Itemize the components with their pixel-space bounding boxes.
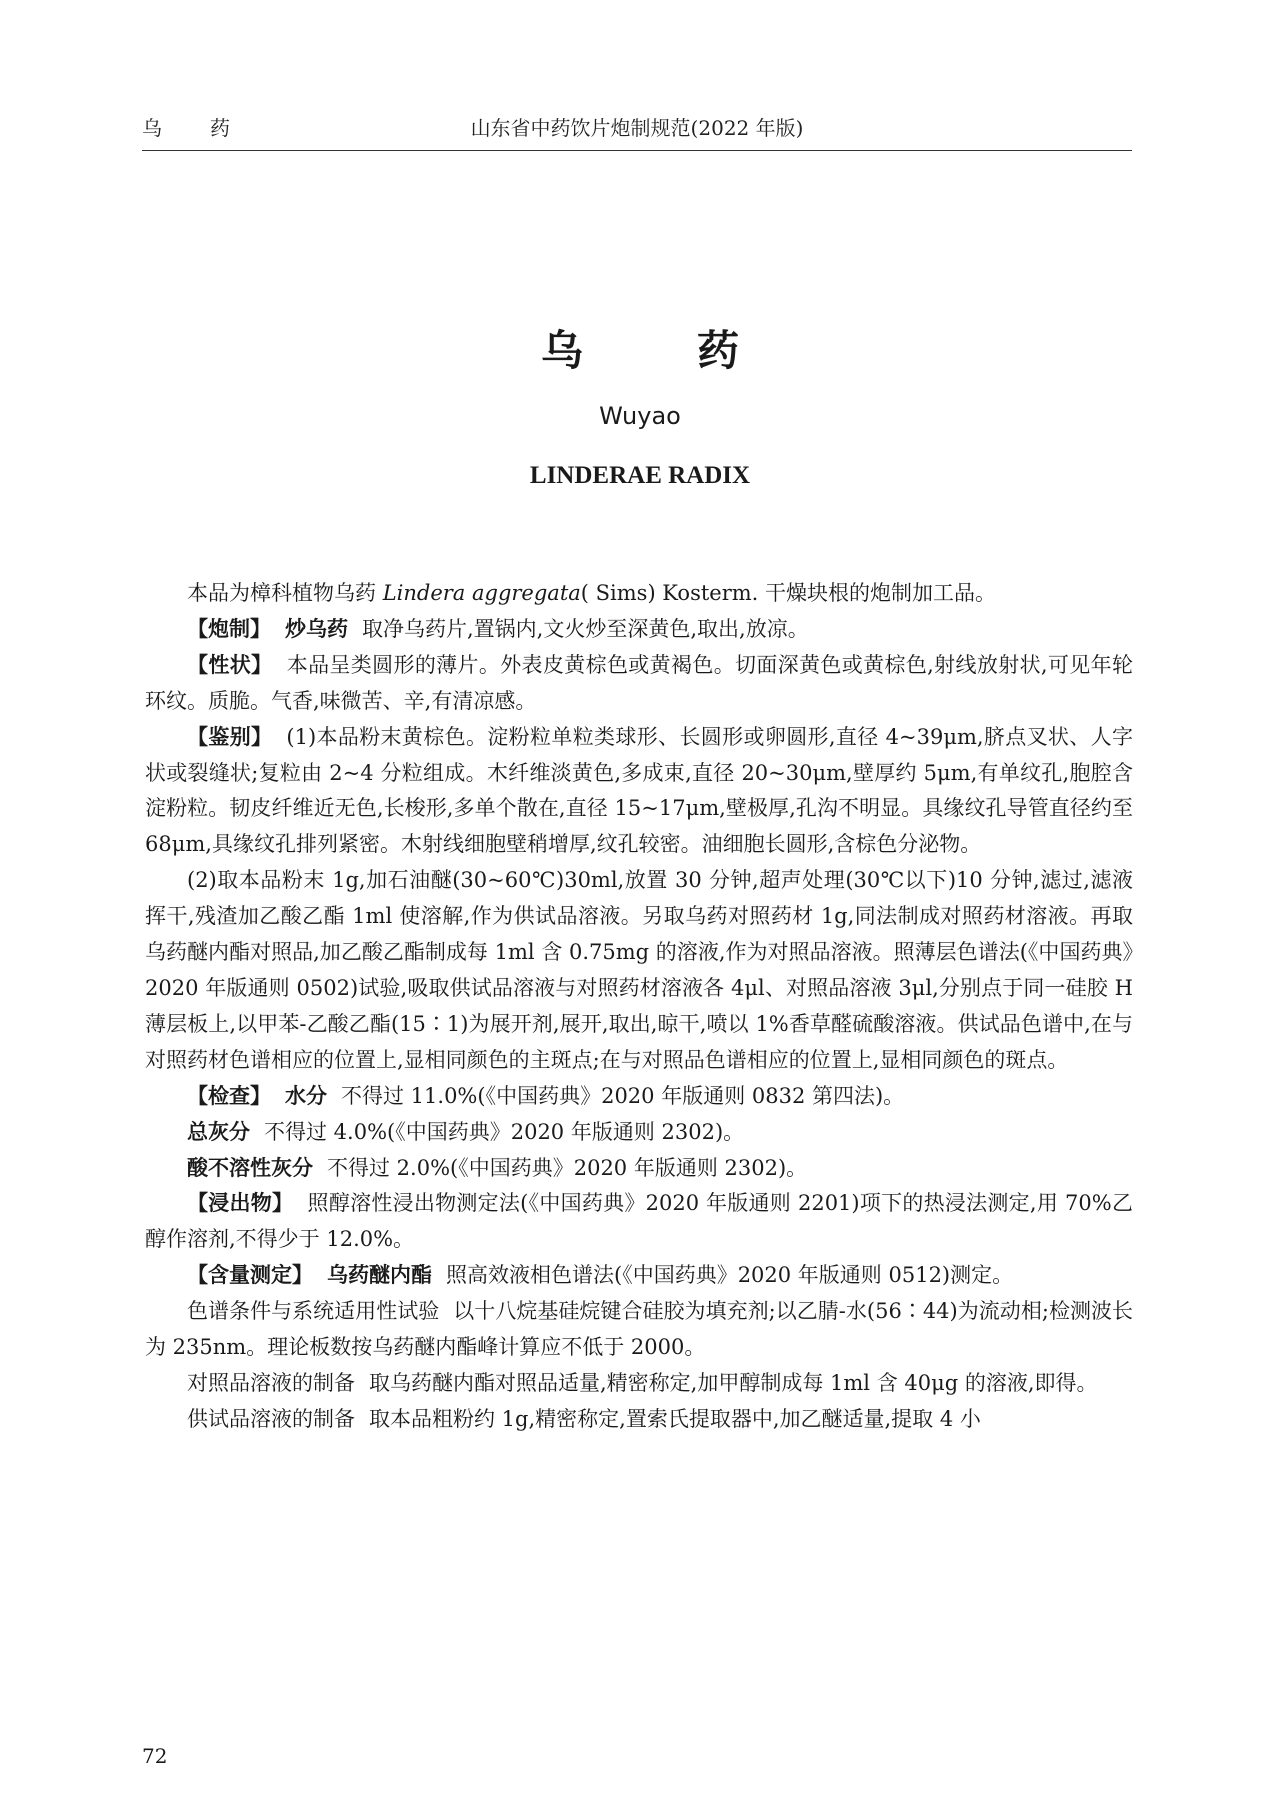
section-label: 【检查】 <box>187 1083 271 1108</box>
assay-section: 【含量测定】 乌药醚内酯 照高效液相色谱法(《中国药典》2020 年版通则 0512)测定。 <box>187 1263 1014 1288</box>
species-latin-name: Lindera aggregata <box>382 581 581 605</box>
acid-insoluble-ash-paragraph: 酸不溶性灰分 不得过 2.0%(《中国药典》2020 年版通则 2302)。 <box>187 1155 808 1180</box>
subsection-label: 对照品溶液的制备 <box>187 1370 355 1395</box>
test-solution-paragraph: 供试品溶液的制备 取本品粗粉约 1g,精密称定,置索氏提取器中,加乙醚适量,提取 4 小 <box>187 1406 981 1431</box>
reference-solution-paragraph: 对照品溶液的制备 取乌药醚内酯对照品适量,精密称定,加甲醇制成每 1ml 含 40μg 的溶液,即得。 <box>187 1370 1098 1395</box>
header-book-title: 山东省中药饮片炮制规范(2022 年版) <box>470 116 804 140</box>
section-label: 【炮制】 <box>187 616 271 641</box>
extractives-section: 【浸出物】 照醇溶性浸出物测定法(《中国药典》2020 年版通则 2201)项下的热浸法测定,用 70%乙醇作溶剂,不得少于 12.0%。 <box>145 1191 1133 1252</box>
subsection-label: 色谱条件与系统适用性试验 <box>187 1299 440 1324</box>
monograph-latin-name: LINDERAE RADIX <box>529 462 751 489</box>
page-number: 72 <box>142 1744 168 1768</box>
processing-section: 【炮制】 炒乌药 取净乌药片,置锅内,文火炒至深黄色,取出,放凉。 <box>187 616 809 641</box>
subsection-label: 水分 <box>285 1083 327 1108</box>
monograph-body <box>145 576 1133 1438</box>
subsection-label: 乌药醚内酯 <box>327 1263 432 1288</box>
identification-section: 【鉴别】 (1)本品粉末黄棕色。淀粉粒单粒类球形、长圆形或卵圆形,直径 4~39μm,脐点叉状、人字状或裂缝状;复粒由 2~4 分粒组成。木纤维淡黄色,多成束,直径 20~30μm,壁厚约 5μm,有单纹孔,胞腔含淀粉粒。韧皮纤维近无色,长梭形,多单个散在,直径 15~17μm,壁极厚,孔沟不明显。具缘纹孔导管直径约至 68μm,具缘纹孔排列紧密。木射线细胞壁稍增厚,纹孔较密。油细胞长圆形,含棕色分泌物。 <box>145 724 1134 857</box>
characters-section: 【性状】 本品呈类圆形的薄片。外表皮黄棕色或黄褐色。切面深黄色或黄棕色,射线放射状,可见年轮环纹。质脆。气香,味微苦、辛,有清凉感。 <box>145 652 1133 713</box>
identification-tlc-paragraph: (2)取本品粉末 1g,加石油醚(30~60℃)30ml,放置 30 分钟,超声处理(30℃以下)10 分钟,滤过,滤液挥干,残渣加乙酸乙酯 1ml 使溶解,作为供试品溶液。另取乌药对照药材 1g,同法制成对照药材溶液。再取乌药醚内酯对照品,加乙酸乙酯制成每 1ml 含 0.75mg 的溶液,作为对照品溶液。照薄层色谱法(《中国药典》2020 年版通则 0502)试验,吸取供试品溶液与对照药材溶液各 4μl、对照品溶液 3μl,分别点于同一硅胶 H 薄层板上,以甲苯-乙酸乙酯(15∶1)为展开剂,展开,取出,晾干,喷以 1%香草醛硫酸溶液。供试品色谱中,在与对照药材色谱相应的位置上,显相同颜色的主斑点;在与对照品色谱相应的位置上,显相同颜色的斑点。 <box>145 868 1133 1072</box>
subsection-label: 供试品溶液的制备 <box>187 1406 355 1431</box>
header-rule <box>142 150 1132 151</box>
subsection-label: 总灰分 <box>187 1119 250 1144</box>
section-label: 【含量测定】 <box>187 1263 313 1288</box>
section-label: 【浸出物】 <box>187 1191 294 1216</box>
chromatographic-conditions-paragraph: 色谱条件与系统适用性试验 以十八烷基硅烷键合硅胶为填充剂;以乙腈-水(56∶44)为流动相;检测波长为 235nm。理论板数按乌药醚内酯峰计算应不低于 2000。 <box>145 1299 1134 1360</box>
section-label: 【鉴别】 <box>187 724 273 749</box>
subsection-label: 酸不溶性灰分 <box>187 1155 313 1180</box>
subsection-label: 炒乌药 <box>285 616 348 641</box>
total-ash-paragraph: 总灰分 不得过 4.0%(《中国药典》2020 年版通则 2302)。 <box>187 1119 745 1144</box>
running-header <box>142 112 1132 152</box>
monograph-title: 乌 药 <box>540 326 775 375</box>
source-paragraph: 本品为樟科植物乌药 Lindera aggregata( Sims) Kosterm. 干燥块根的炮制加工品。 <box>187 581 997 605</box>
monograph-pinyin: Wuyao <box>599 402 681 430</box>
section-label: 【性状】 <box>187 652 273 677</box>
inspection-section: 【检查】 水分 不得过 11.0%(《中国药典》2020 年版通则 0832 第四法)。 <box>187 1083 905 1108</box>
header-section-title: 乌 药 <box>142 116 244 140</box>
